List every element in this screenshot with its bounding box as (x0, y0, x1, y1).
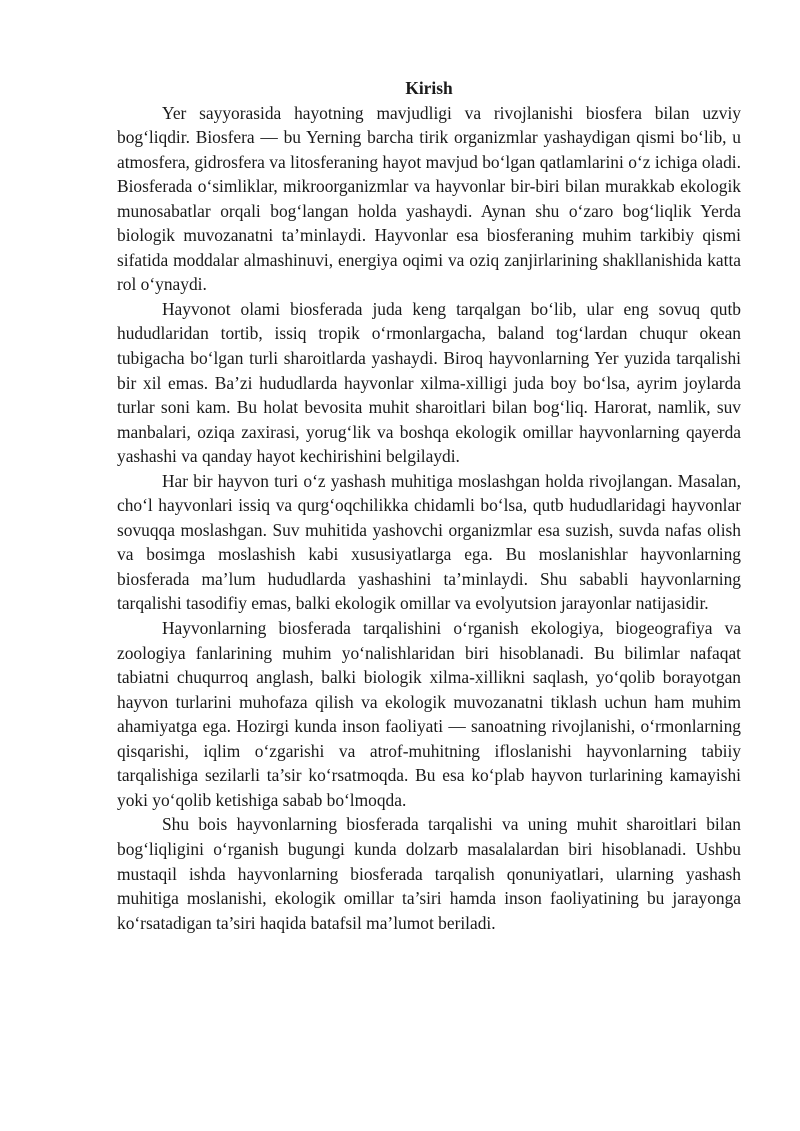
paragraph-5: Shu bois hayvonlarning biosferada tarqalishi va uning muhit sharoitlari bilan bog‘liqligini o‘rganish bugungi kunda dolzarb masalalardan biri hisoblanadi. Ushbu mustaqil ishda hayvonlarning biosferada tarqalish qonuniyatlari, ularning yashash muhitiga moslanishi, ekologik omillar ta’siri hamda inson faoliyatining bu jarayonga ko‘rsatadigan ta’siri haqida batafsil ma’lumot beriladi. (117, 814, 741, 933)
document-body (117, 76, 741, 935)
paragraph-4: Hayvonlarning biosferada tarqalishini o‘rganish ekologiya, biogeografiya va zoologiya fanlarining muhim yo‘nalishlaridan biri hisoblanadi. Bu bilimlar nafaqat tabiatni chuqurroq anglash, balki biologik xilma-xillikni saqlash, yo‘qolib borayotgan hayvon turlarini muhofaza qilish va ekologik muvozanatni tiklash uchun ham muhim ahamiyatga ega. Hozirgi kunda inson faoliyati — sanoatning rivojlanishi, o‘rmonlarning qisqarishi, iqlim o‘zgarishi va atrof-muhitning ifloslanishi hayvonlarning tabiiy tarqalishiga sezilarli ta’sir ko‘rsatmoqda. Bu esa ko‘plab hayvon turlarining kamayishi yoki yo‘qolib ketishiga sabab bo‘lmoqda. (117, 618, 741, 810)
paragraph-3: Har bir hayvon turi o‘z yashash muhitiga moslashgan holda rivojlangan. Masalan, cho‘l hayvonlari issiq va qurg‘oqchilikka chidamli bo‘lsa, qutb hududlaridagi hayvonlar sovuqqa moslashgan. Suv muhitida yashovchi organizmlar esa suzish, suvda nafas olish va bosimga moslashish kabi xususiyatlarga ega. Bu moslanishlar hayvonlarning biosferada ma’lum hududlarda yashashini ta’minlaydi. Shu sababli hayvonlarning tarqalishi tasodifiy emas, balki ekologik omillar va evolyutsion jarayonlar natijasidir. (117, 470, 741, 614)
page-title: Kirish (405, 78, 453, 98)
paragraph-2: Hayvonot olami biosferada juda keng tarqalgan bo‘lib, ular eng sovuq qutb hududlaridan tortib, issiq tropik o‘rmonlargacha, baland tog‘lardan chuqur okean tubigacha bo‘lgan turli sharoitlarda yashaydi. Biroq hayvonlarning Yer yuzida tarqalishi bir xil emas. Ba’zi hududlarda hayvonlar xilma-xilligi juda boy bo‘lsa, ayrim joylarda turlar soni kam. Bu holat bevosita muhit sharoitlari bilan bog‘liq. Harorat, namlik, suv manbalari, oziqa zaxirasi, yorug‘lik va boshqa ekologik omillar hayvonlarning qayerda yashashi va qanday hayot kechirishini belgilaydi. (117, 298, 741, 467)
paragraph-1: Yer sayyorasida hayotning mavjudligi va rivojlanishi biosfera bilan uzviy bog‘liqdir. Biosfera — bu Yerning barcha tirik organizmlar yashaydigan qismi bo‘lib, u atmosfera, gidrosfera va litosferaning hayot mavjud bo‘lgan qatlamlarini o‘z ichiga oladi. Biosferada o‘simliklar, mikroorganizmlar va hayvonlar bir-biri bilan murakkab ekologik munosabatlar orqali bog‘langan holda yashaydi. Aynan shu o‘zaro bog‘liqlik Yerda biologik muvozanatni ta’minlaydi. Hayvonlar esa biosferaning muhim tarkibiy qismi sifatida moddalar almashinuvi, energiya oqimi va oziq zanjirlarining shakllanishida katta rol o‘ynaydi. (117, 102, 741, 295)
